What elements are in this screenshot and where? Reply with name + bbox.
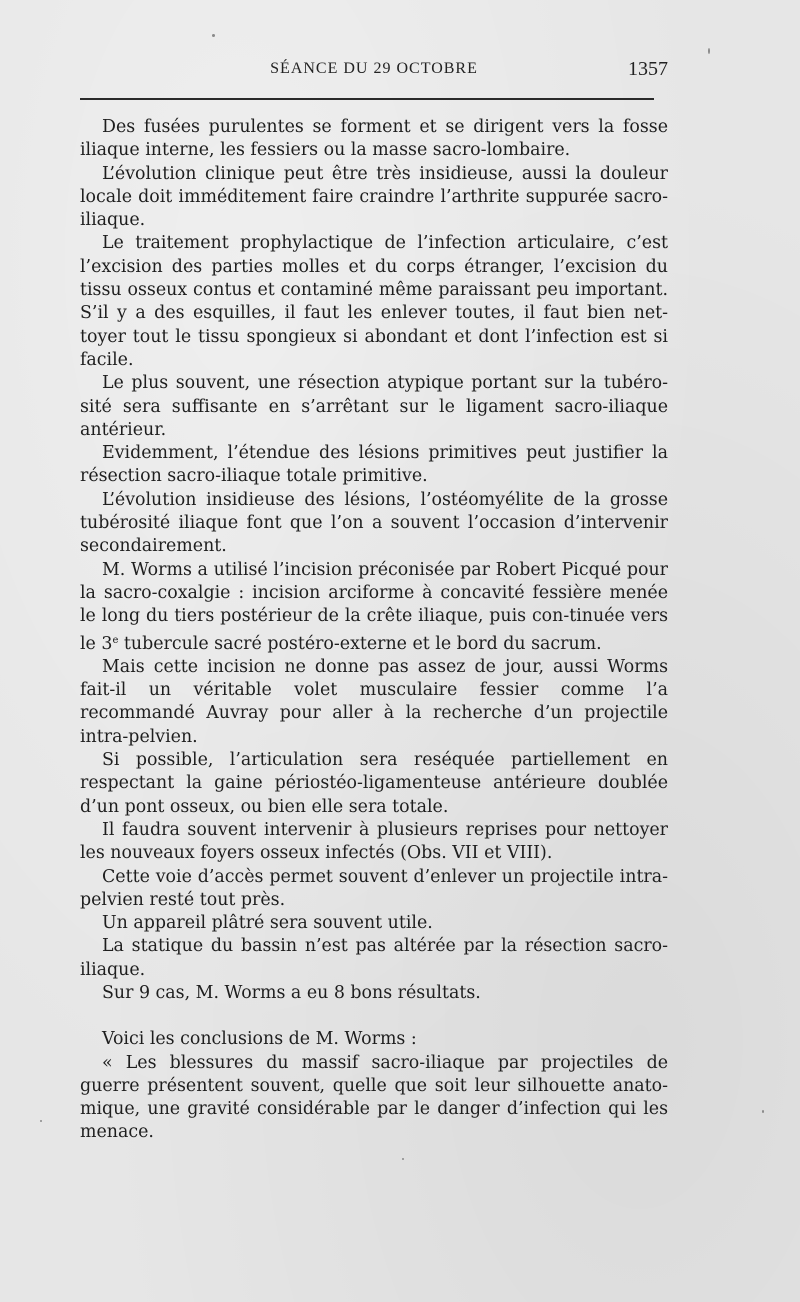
paragraph: Mais cette incision ne donne pas assez de jour, aussi Worms fait-il un véritable volet musculaire fessier comme l’a recommandé Auvray pour aller à la recherche d’un projectile intra-pelvien. [80,656,668,747]
scan-speck [402,1158,404,1160]
scan-speck [212,34,215,37]
paragraph: Un appareil plâtré sera souvent utile. [102,913,433,934]
scan-speck [762,1110,764,1113]
paragraph: Des fusées purulentes se forment et se dirigent vers la fosse iliaque interne, les fessiers ou la masse sacro-lombaire. [80,117,668,161]
paragraph: Le plus souvent, une résection atypique portant sur la tubéro-sité sera suffisante en s’arrêtant sur le ligament sacro-iliaque antérieur. [80,373,668,440]
paragraph: Le traitement prophylactique de l’infection articulaire, c’est l’excision des parties molles et du corps étranger, l’excision du tissu osseux contus et contaminé même paraissant peu important. S’il y a des esquilles, il faut les enlever toutes, il faut bien net-toyer tout le tissu spongieux si abondant et dont l’infection est si facile. [80,233,668,370]
running-title: SÉANCE DU 29 OCTOBRE [270,60,478,77]
paragraph-worms-incision [80,559,668,656]
quoted-conclusion: « Les blessures du massif sacro-iliaque par projectiles de guerre présentent souvent, quelle que soit leur silhouette anato-mique, une gravité considérable par le danger d’infection qui les menace. [80,1052,668,1143]
page-number: 1357 [628,58,668,80]
conclusions-intro: Voici les conclusions de M. Worms : [102,1029,417,1050]
body-text [80,116,668,1145]
scan-speck [708,48,710,54]
paragraph: La statique du bassin n’est pas altérée par la résection sacro-iliaque. [80,936,668,980]
paragraph: Cette voie d’accès permet souvent d’enlever un projectile intra-pelvien resté tout près. [80,866,668,910]
scan-speck [40,1120,42,1122]
paragraph: L’évolution insidieuse des lésions, l’ostéomyélite de la grosse tubérosité iliaque font que l’on a souvent l’occasion d’intervenir secondairement. [80,489,668,557]
paragraph: Si possible, l’articulation sera reséquée partiellement en respectant la gaine périostéo-ligamenteuse antérieure doublée d’un pont osseux, ou bien elle sera totale. [80,750,668,817]
page-header [80,60,668,86]
paragraph: L’évolution clinique peut être très insidieuse, aussi la douleur locale doit imméditement faire craindre l’arthrite suppurée sacro-iliaque. [80,163,668,231]
header-rule [80,98,654,100]
paragraph: Il faudra souvent intervenir à plusieurs reprises pour nettoyer les nouveaux foyers osseux infectés (Obs. VII et VIII). [80,819,668,864]
text-fragment: tubercule sacré postéro-externe et le bord du sacrum. [118,633,602,654]
text-fragment: M. Worms a utilisé l’incision préconisée par Robert Picqué pour la sacro-coxalgie : incision arciforme à concavité fessière menée le long du tiers postérieur de la crête iliaque, puis con-tinuée vers le 3 [80,559,668,654]
paragraph: Evidemment, l’étendue des lésions primitives peut justifier la résection sacro-iliaque totale primitive. [80,443,668,487]
paragraph: Sur 9 cas, M. Worms a eu 8 bons résultats. [102,982,481,1003]
superscript: e [112,634,119,646]
